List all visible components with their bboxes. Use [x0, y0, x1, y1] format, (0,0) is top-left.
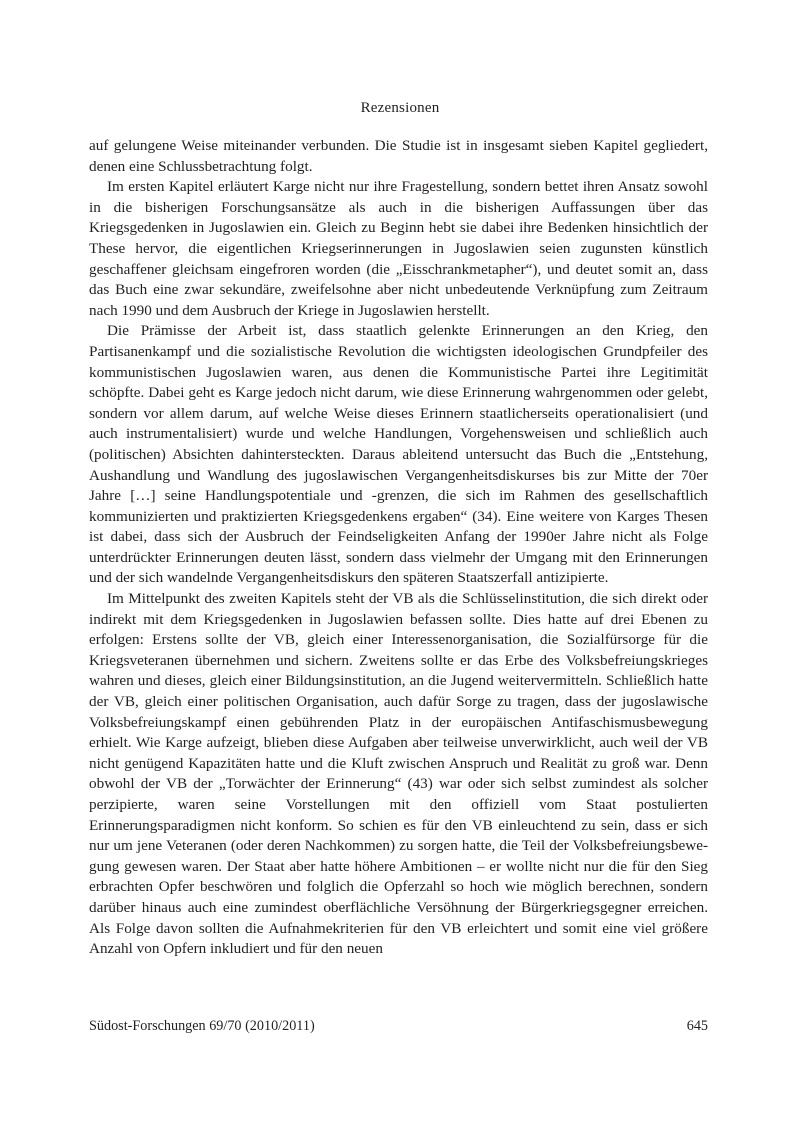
paragraph: Im ersten Kapitel erläutert Karge nicht nur ihre Fragestellung, sondern bettet ihren Ansatz sowohl in die bisherigen Forschungsansätze als auch in die bisherigen Auffassungen über das Kriegsgedenken in Jugoslawien ein. Gleich zu Beginn hebt sie dabei ihre Bedenken hinsichtlich der These hervor, die eigentlichen Kriegserinnerungen in Jugoslawien seien zugunsten künstlich geschaffener gleichsam eingefroren worden (die „Eisschrankmetapher“), und deutet somit an, dass das Buch eine zwar sekundäre, zweifelsohne aber nicht unbedeutende Verknüpfung zum Zeitraum nach 1990 und dem Ausbruch der Kriege in Jugoslawien herstellt.	[89, 178, 708, 319]
running-header: Rezensionen	[360, 100, 440, 116]
paragraph: Im Mittelpunkt des zweiten Kapitels steht der VB als die Schlüsselinstitution, die sich direkt oder indirekt mit dem Kriegsgedenken in Jugoslawien befassen sollte. Dies hatte auf drei Ebenen zu erfolgen: Erstens sollte der VB, gleich einer Interessenorganisation, die Sozialfürsorge für die Kriegsveteranen übernehmen und sichern. Zweitens sollte er das Erbe des Volksbefreiungskrieges wahren und dieses, gleich einer Bildungsinstitution, an die Jugend weitervermitteln. Schließlich hatte der VB, gleich einer politischen Organisation, auch dafür Sorge zu tragen, dass der jugoslawische Volksbefreiungskampf einen gebührenden Platz in der europäischen Antifaschismusbewegung erhielt. Wie Karge aufzeigt, blieben diese Aufgaben aber teilweise unverwirklicht, auch weil der VB nicht genügend Kapazitäten hatte und die Kluft zwischen Anspruch und Realität zu groß war. Denn obwohl der VB der „Torwächter der Erinnerung“ (43) war oder sich selbst zumindest als solcher perzipierte, waren seine Vorstellungen mit den offiziell vom Staat postulierten Erinnerungsparadigmen nicht konform. So schien es für den VB einleuchtend zu sein, dass er sich nur um jene Veteranen (oder deren Nachkommen) zu sorgen hatte, die Teil der Volksbefreiungsbewegung gewesen waren. Der Staat aber hatte höhere Ambitionen – er wollte nicht nur die für den Sieg erbrachten Opfer beschwören und folglich die Opferzahl so hoch wie möglich berechnen, sondern darüber hinaus auch eine zumindest oberflächliche Versöhnung der Bürgerkriegsgegner erreichen. Als Folge davon sollten die Aufnahmekriterien für den VB erleichtert und somit eine viel größere Anzahl von Opfern inkludiert und für den neuen	[89, 590, 708, 958]
paragraph: Die Prämisse der Arbeit ist, dass staatlich gelenkte Erinnerungen an den Krieg, den Partisanenkampf und die sozialistische Revolution die wichtigsten ideologischen Grundpfeiler des kommunistischen Jugoslawien waren, aus denen die Kommunistische Partei ihre Legitimität schöpfte. Dabei geht es Karge jedoch nicht darum, wie diese Erinnerung wahrgenommen oder gelebt, sondern vor allem darum, auf welche Weise dieses Erinnern staatlicherseits operationalisiert (und auch instrumentalisiert) wurde und welche Handlungen, Vorgehensweisen und schließlich auch (politischen) Absichten dahintersteckten. Daraus ableitend untersucht das Buch die „Entstehung, Aushandlung und Wandlung des jugoslawischen Vergangenheitsdiskurses bis zur Mitte der 70er Jahre […] seine Handlungspotentiale und -grenzen, die sich im Rahmen des gesellschaftlich kommunizierten und praktizierten Kriegsgedenkens ergaben“ (34). Eine weitere von Karges Thesen ist dabei, dass sich der Ausbruch der Feindseligkeiten Anfang der 1990er Jahre nicht als Folge unterdrückter Erinnerungen deuten lässt, sondern dass vielmehr der Umgang mit den Erinnerungen und der sich wandelnde Vergangenheitsdiskurs den späteren Staatszerfall antizipierte.	[89, 322, 708, 587]
page-footer	[89, 1018, 708, 1035]
page-number: 645	[686, 1018, 708, 1034]
paragraph: auf gelungene Weise miteinander verbunden. Die Studie ist in insgesamt sieben Kapitel gegliedert, denen eine Schlussbetrachtung folgt.	[89, 137, 708, 175]
body-text	[89, 136, 708, 960]
journal-citation: Südost-Forschungen 69/70 (2010/2011)	[89, 1018, 315, 1034]
